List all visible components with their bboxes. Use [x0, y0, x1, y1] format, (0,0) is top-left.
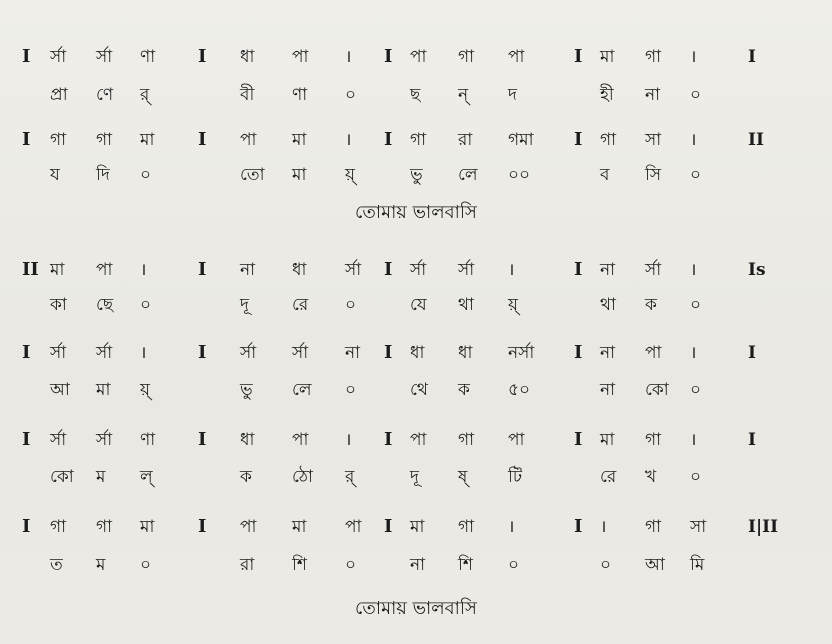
lyric-syllable: ছ	[410, 85, 421, 105]
lyric-syllable: কা	[50, 295, 67, 315]
swara-note: গা	[410, 130, 427, 150]
swara-note: ।	[690, 430, 697, 450]
swara-note: মা	[292, 130, 307, 150]
swara-note: ।	[690, 130, 697, 150]
lyric-syllable: থা	[458, 295, 474, 315]
bar-line: I	[198, 516, 207, 537]
lyric-syllable: ০	[345, 555, 357, 575]
lyric-syllable: লে	[458, 165, 478, 185]
notation-line	[0, 512, 832, 542]
swara-note: পা	[292, 47, 309, 67]
lyric-syllable: র্	[345, 467, 355, 487]
lyric-syllable: ০	[690, 380, 702, 400]
lyric-syllable: দূ	[240, 295, 249, 315]
lyric-syllable: ০	[690, 85, 702, 105]
swara-note: ।	[508, 260, 515, 280]
swara-note: পা	[410, 47, 427, 67]
section-marker: I	[748, 343, 756, 363]
lyric-syllable: রে	[292, 295, 309, 315]
lyric-syllable: ০	[140, 295, 152, 315]
lyric-line	[0, 80, 832, 110]
bar-line: I	[198, 259, 207, 280]
lyric-syllable: যে	[410, 295, 427, 315]
bar-line: I	[22, 129, 31, 150]
swara-note: না	[600, 343, 616, 363]
swara-note: গা	[645, 47, 662, 67]
lyric-syllable: দি	[96, 165, 110, 185]
bar-line: I	[384, 129, 393, 150]
lyric-syllable: ব	[600, 165, 610, 185]
lyric-syllable: ০	[345, 85, 357, 105]
swara-note: পা	[508, 430, 525, 450]
lyric-syllable: কো	[50, 467, 74, 487]
lyric-syllable: ত	[50, 555, 63, 575]
lyric-syllable: য়্	[345, 165, 356, 185]
swara-note: গা	[645, 430, 662, 450]
lyric-syllable: ণা	[292, 85, 308, 105]
swara-note: ।	[690, 343, 697, 363]
swara-note: গা	[96, 517, 113, 537]
swara-note: মা	[140, 517, 155, 537]
bar-line: I	[22, 429, 31, 450]
bar-line: I	[384, 46, 393, 67]
swara-note: পা	[240, 130, 257, 150]
swara-note: ণা	[140, 47, 156, 67]
notation-line	[0, 255, 832, 285]
swara-note: মা	[140, 130, 155, 150]
swara-note: পা	[96, 260, 113, 280]
swara-note: র্সা	[96, 343, 113, 363]
lyric-syllable: ল্	[140, 467, 153, 487]
lyric-syllable: র্	[140, 85, 150, 105]
swara-note: র্সা	[292, 343, 309, 363]
lyric-syllable: দ	[508, 85, 517, 105]
lyric-syllable: সি	[645, 165, 662, 185]
lyric-syllable: কো	[645, 380, 669, 400]
lyric-syllable: ভু	[410, 165, 423, 185]
swara-note: ।	[140, 343, 147, 363]
swara-note: সা	[690, 517, 707, 537]
notation-line	[0, 425, 832, 455]
lyric-syllable: ০	[508, 555, 520, 575]
lyric-syllable: ০	[600, 555, 612, 575]
lyric-syllable: ণে	[96, 85, 114, 105]
swara-note: র্সা	[50, 430, 67, 450]
bar-line: I	[574, 46, 583, 67]
lyric-syllable: আ	[645, 555, 665, 575]
swara-note: র্সা	[345, 260, 362, 280]
lyric-line	[0, 290, 832, 320]
notation-line	[0, 125, 832, 155]
song-refrain-caption: তোমায় ভালবাসি	[355, 202, 477, 223]
lyric-syllable: ০০	[508, 165, 531, 185]
swara-note: মা	[600, 430, 615, 450]
lyric-syllable: আ	[50, 380, 70, 400]
swara-note: গা	[50, 517, 67, 537]
swara-note: পা	[508, 47, 525, 67]
bar-line: II	[22, 259, 39, 280]
lyric-syllable: না	[600, 380, 616, 400]
lyric-syllable: বী	[240, 85, 255, 105]
lyric-syllable: ঠো	[292, 467, 313, 487]
bar-line: I	[22, 516, 31, 537]
lyric-syllable: ০	[140, 165, 152, 185]
lyric-syllable: দূ	[410, 467, 419, 487]
swara-note: না	[600, 260, 616, 280]
lyric-syllable: য়্	[508, 295, 519, 315]
swara-note: গা	[458, 430, 475, 450]
swara-note: ।	[345, 430, 352, 450]
swara-note: গা	[50, 130, 67, 150]
lyric-syllable: রে	[600, 467, 617, 487]
swara-note: পা	[645, 343, 662, 363]
lyric-syllable: টি	[508, 467, 523, 487]
swara-note: ধা	[240, 47, 255, 67]
lyric-syllable: থা	[600, 295, 616, 315]
lyric-syllable: থে	[410, 380, 428, 400]
lyric-syllable: না	[645, 85, 661, 105]
lyric-syllable: ন্	[458, 85, 469, 105]
swara-note: ।	[140, 260, 147, 280]
lyric-syllable: হী	[600, 85, 614, 105]
lyric-syllable: য	[50, 165, 60, 185]
swara-note: গা	[458, 47, 475, 67]
swara-note: ধা	[410, 343, 425, 363]
lyric-syllable: মা	[292, 165, 307, 185]
swara-note: র্সা	[410, 260, 427, 280]
swara-note: পা	[410, 430, 427, 450]
song-refrain-caption: তোমায় ভালবাসি	[355, 598, 477, 619]
swara-note: মা	[410, 517, 425, 537]
swara-note: ণা	[140, 430, 156, 450]
section-marker: II	[748, 130, 764, 150]
swara-note: র্সা	[96, 430, 113, 450]
lyric-syllable: ক	[240, 467, 252, 487]
lyric-syllable: মি	[690, 555, 705, 575]
lyric-syllable: ০	[690, 295, 702, 315]
lyric-syllable: ০	[690, 467, 702, 487]
bar-line: I	[198, 342, 207, 363]
lyric-syllable: রা	[240, 555, 255, 575]
lyric-syllable: খ	[645, 467, 657, 487]
lyric-syllable: ০	[690, 165, 702, 185]
lyric-syllable: ম	[96, 467, 106, 487]
swara-note: মা	[292, 517, 307, 537]
notation-line	[0, 338, 832, 368]
swara-note: ধা	[458, 343, 473, 363]
swara-note: ।	[600, 517, 607, 537]
bar-line: I	[22, 46, 31, 67]
bar-line: I	[574, 429, 583, 450]
swara-note: গা	[600, 130, 617, 150]
section-marker: I	[748, 430, 756, 450]
lyric-syllable: ক	[458, 380, 470, 400]
swara-note: ধা	[240, 430, 255, 450]
swara-note: গা	[645, 517, 662, 537]
bar-line: I	[384, 342, 393, 363]
lyric-syllable: ০	[345, 295, 357, 315]
lyric-syllable: ক	[645, 295, 657, 315]
lyric-syllable: না	[410, 555, 426, 575]
lyric-syllable: ০	[140, 555, 152, 575]
lyric-syllable: ৫০	[508, 380, 531, 400]
swara-note: গা	[96, 130, 113, 150]
swara-note: রা	[458, 130, 473, 150]
section-marker: I|II	[748, 517, 779, 537]
swara-note: সা	[645, 130, 662, 150]
swara-note: ।	[508, 517, 515, 537]
lyric-line	[0, 462, 832, 492]
bar-line: I	[384, 429, 393, 450]
lyric-syllable: লে	[292, 380, 312, 400]
swara-note: র্সা	[96, 47, 113, 67]
swara-note: ।	[690, 260, 697, 280]
swara-note: না	[240, 260, 256, 280]
lyric-line	[0, 160, 832, 190]
section-marker: Is	[748, 260, 766, 280]
swara-note: পা	[292, 430, 309, 450]
bar-line: I	[198, 46, 207, 67]
swara-note: মা	[600, 47, 615, 67]
lyric-syllable: ষ্	[458, 467, 468, 487]
swara-note: র্সা	[50, 47, 67, 67]
swara-note: মা	[50, 260, 65, 280]
bar-line: I	[384, 259, 393, 280]
swara-note: পা	[345, 517, 362, 537]
swara-note: র্সা	[645, 260, 662, 280]
bar-line: I	[574, 516, 583, 537]
swara-note: নর্সা	[508, 343, 535, 363]
swara-note: র্সা	[458, 260, 475, 280]
lyric-syllable: শি	[458, 555, 473, 575]
bar-line: I	[574, 259, 583, 280]
lyric-syllable: ভু	[240, 380, 253, 400]
lyric-syllable: মা	[96, 380, 111, 400]
lyric-syllable: প্রা	[50, 85, 68, 105]
lyric-syllable: ম	[96, 555, 106, 575]
bar-line: I	[198, 429, 207, 450]
bar-line: I	[574, 129, 583, 150]
swara-note: ধা	[292, 260, 307, 280]
lyric-line	[0, 375, 832, 405]
swara-note: র্সা	[50, 343, 67, 363]
swara-note: গমা	[508, 130, 534, 150]
lyric-syllable: ছে	[96, 295, 114, 315]
swara-note: গা	[458, 517, 475, 537]
lyric-syllable: তো	[240, 165, 265, 185]
swara-note: না	[345, 343, 361, 363]
lyric-syllable: ০	[345, 380, 357, 400]
lyric-line	[0, 550, 832, 580]
swara-note: ।	[345, 130, 352, 150]
swara-note: ।	[345, 47, 352, 67]
swara-note: ।	[690, 47, 697, 67]
lyric-syllable: শি	[292, 555, 307, 575]
bar-line: I	[384, 516, 393, 537]
bar-line: I	[574, 342, 583, 363]
swara-note: র্সা	[240, 343, 257, 363]
bar-line: I	[22, 342, 31, 363]
section-marker: I	[748, 47, 756, 67]
lyric-syllable: য়্	[140, 380, 151, 400]
swara-note: পা	[240, 517, 257, 537]
bar-line: I	[198, 129, 207, 150]
notation-line	[0, 42, 832, 72]
